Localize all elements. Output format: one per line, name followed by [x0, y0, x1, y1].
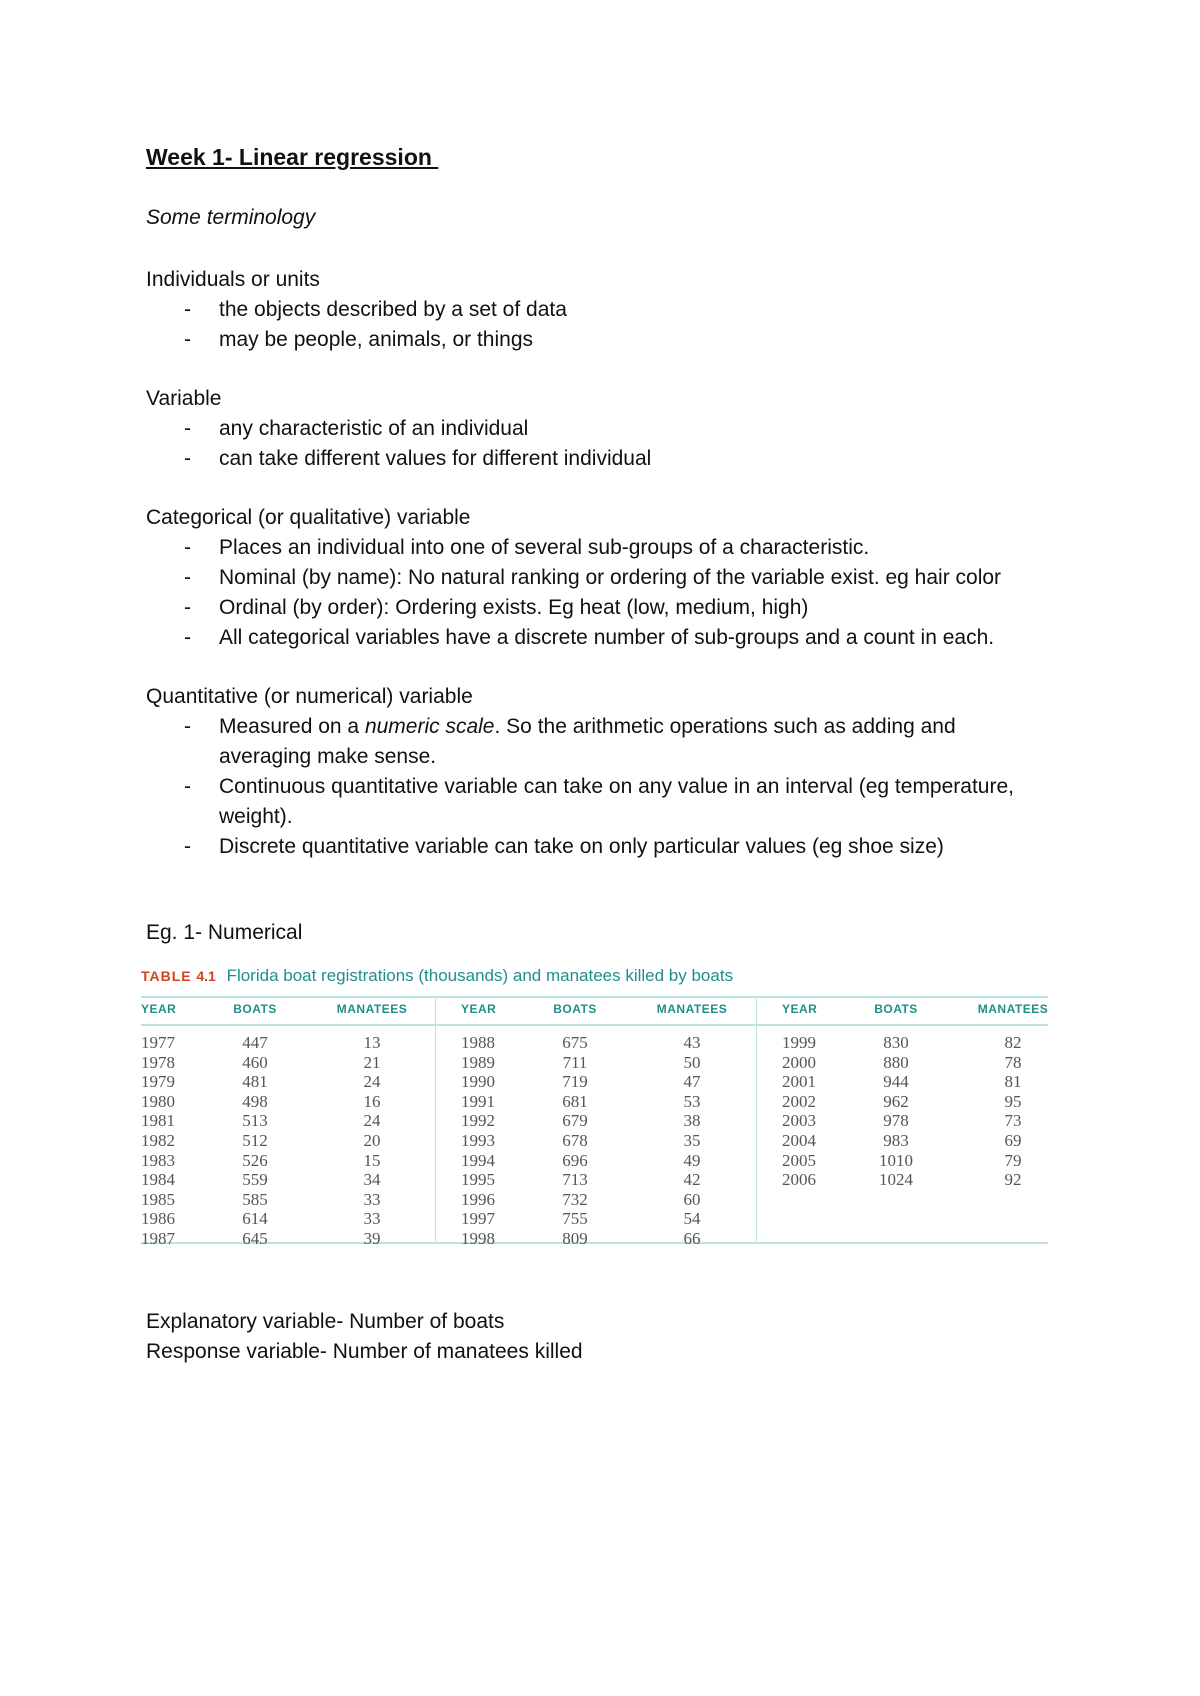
cell-manatees: 43	[683, 1033, 701, 1052]
cell-boats: 713	[562, 1170, 588, 1190]
cell-boats: 447	[242, 1033, 268, 1052]
list-item	[146, 593, 1076, 623]
cell-year: 2004	[782, 1131, 816, 1150]
cell-boats: 585	[242, 1189, 268, 1209]
explanatory-variable: Explanatory variable- Number of boats	[146, 1310, 505, 1333]
cell-boats: 678	[562, 1131, 588, 1150]
cell-manatees: 95	[1004, 1091, 1022, 1111]
cell-manatees: 34	[363, 1170, 381, 1190]
section-categorical	[146, 503, 1076, 653]
bullet-text: Measured on a	[219, 715, 365, 738]
cell-manatees: 24	[363, 1111, 381, 1131]
cell-year: 1998	[461, 1229, 495, 1248]
bullet-dash: -	[184, 715, 191, 738]
cell-manatees: 49	[683, 1150, 701, 1170]
bullet-dash: -	[184, 596, 191, 619]
header-manatees: MANATEES	[977, 1002, 1049, 1016]
cell-manatees: 92	[1004, 1170, 1022, 1190]
list-item	[146, 533, 1076, 563]
cell-manatees: 15	[363, 1150, 381, 1170]
section-individuals	[146, 265, 1076, 355]
cell-manatees: 24	[363, 1072, 381, 1092]
cell-year: 1986	[141, 1209, 175, 1229]
list-item	[146, 832, 1026, 862]
cell-year: 2002	[782, 1091, 816, 1111]
header-boats: BOATS	[233, 1002, 277, 1016]
cell-year: 1989	[461, 1052, 495, 1072]
list-item	[146, 414, 1076, 444]
header-year: YEAR	[461, 1002, 497, 1016]
cell-boats: 681	[562, 1091, 588, 1111]
cell-manatees: 73	[1004, 1111, 1022, 1131]
cell-boats: 460	[242, 1052, 268, 1072]
cell-manatees: 78	[1004, 1052, 1022, 1072]
cell-boats: 498	[242, 1091, 268, 1111]
table-bottom-rule	[141, 1242, 1048, 1244]
cell-manatees: 69	[1004, 1131, 1022, 1150]
section-heading: Individuals or units	[146, 268, 320, 291]
cell-manatees: 33	[363, 1209, 381, 1229]
list-item	[146, 444, 1076, 474]
bullet-dash: -	[184, 566, 191, 589]
cell-year: 1988	[461, 1033, 495, 1052]
section-variable	[146, 384, 1076, 474]
cell-year: 1979	[141, 1072, 175, 1092]
cell-year: 1985	[141, 1189, 175, 1209]
cell-year: 1999	[782, 1033, 816, 1052]
cell-boats: 1010	[879, 1150, 913, 1170]
bullet-list	[146, 295, 1076, 355]
table-label: TABLE	[141, 968, 192, 984]
variable-notes	[146, 1307, 583, 1367]
cell-boats: 512	[242, 1131, 268, 1150]
cell-year: 1991	[461, 1091, 495, 1111]
table-caption	[141, 966, 733, 986]
cell-manatees: 54	[683, 1209, 701, 1229]
bullet-text: . So the arithmetic operations such as adding and averaging make sense.	[219, 715, 956, 768]
bullet-text: Ordinal (by order): Ordering exists. Eg heat (low, medium, high)	[219, 596, 809, 619]
cell-year: 2000	[782, 1052, 816, 1072]
bullet-dash: -	[184, 447, 191, 470]
header-boats: BOATS	[874, 1002, 918, 1016]
bullet-dash: -	[184, 775, 191, 798]
cell-year: 2003	[782, 1111, 816, 1131]
cell-manatees: 20	[363, 1131, 381, 1150]
header-year: YEAR	[782, 1002, 818, 1016]
bullet-text: can take different values for different individual	[219, 447, 652, 470]
bullet-text: All categorical variables have a discrete number of sub-groups and a count in each.	[219, 626, 995, 649]
bullet-dash: -	[184, 536, 191, 559]
list-item	[146, 712, 1026, 772]
cell-year: 1992	[461, 1111, 495, 1131]
list-item	[146, 563, 1076, 593]
header-boats: BOATS	[553, 1002, 597, 1016]
table-column-divider	[756, 998, 757, 1242]
cell-year: 2005	[782, 1150, 816, 1170]
cell-year: 1978	[141, 1052, 175, 1072]
cell-boats: 978	[883, 1111, 909, 1131]
cell-boats: 962	[883, 1091, 909, 1111]
table-title: Florida boat registrations (thousands) and manatees killed by boats	[226, 966, 734, 985]
cell-year: 1981	[141, 1111, 175, 1131]
cell-boats: 526	[242, 1150, 268, 1170]
cell-manatees: 53	[683, 1091, 701, 1111]
header-year: YEAR	[141, 1002, 177, 1016]
response-variable: Response variable- Number of manatees killed	[146, 1340, 583, 1363]
cell-boats: 880	[883, 1052, 909, 1072]
cell-year: 1993	[461, 1131, 495, 1150]
cell-boats: 679	[562, 1111, 588, 1131]
bullet-text: Continuous quantitative variable can take on any value in an interval (eg temperature, weight).	[219, 775, 1014, 828]
section-heading: Categorical (or qualitative) variable	[146, 506, 471, 529]
cell-manatees: 38	[683, 1111, 701, 1131]
cell-year: 1984	[141, 1170, 175, 1190]
cell-year: 2001	[782, 1072, 816, 1092]
cell-year: 1994	[461, 1150, 495, 1170]
cell-manatees: 33	[363, 1189, 381, 1209]
table-number: 4.1	[196, 968, 216, 984]
cell-year: 1977	[141, 1033, 175, 1052]
cell-year: 1987	[141, 1229, 175, 1248]
bullet-text: Nominal (by name): No natural ranking or ordering of the variable exist. eg hair color	[219, 566, 1002, 589]
cell-boats: 944	[883, 1072, 909, 1092]
cell-manatees: 50	[683, 1052, 701, 1072]
cell-year: 1982	[141, 1131, 175, 1150]
bullet-list	[146, 414, 1076, 474]
cell-manatees: 79	[1004, 1150, 1022, 1170]
cell-manatees: 47	[683, 1072, 701, 1092]
bullet-dash: -	[184, 835, 191, 858]
cell-year: 1997	[461, 1209, 495, 1229]
cell-year: 2006	[782, 1170, 816, 1190]
header-manatees: MANATEES	[656, 1002, 728, 1016]
cell-manatees: 16	[363, 1091, 381, 1111]
bullet-dash: -	[184, 626, 191, 649]
cell-boats: 719	[562, 1072, 588, 1092]
cell-boats: 481	[242, 1072, 268, 1092]
bullet-text: Discrete quantitative variable can take on only particular values (eg shoe size)	[219, 835, 944, 858]
cell-year: 1980	[141, 1091, 175, 1111]
header-manatees: MANATEES	[336, 1002, 408, 1016]
list-item	[146, 325, 1076, 355]
bullet-text: may be people, animals, or things	[219, 328, 534, 351]
section-heading: Quantitative (or numerical) variable	[146, 685, 473, 708]
bullet-text: the objects described by a set of data	[219, 298, 567, 321]
cell-boats: 1024	[879, 1170, 913, 1190]
cell-boats: 732	[562, 1189, 588, 1209]
cell-boats: 675	[562, 1033, 588, 1052]
cell-manatees: 60	[683, 1189, 701, 1209]
table-header-rule	[141, 1024, 1048, 1026]
list-item	[146, 623, 1076, 653]
cell-manatees: 42	[683, 1170, 701, 1190]
cell-boats: 696	[562, 1150, 588, 1170]
cell-boats: 809	[562, 1229, 588, 1248]
cell-year: 1990	[461, 1072, 495, 1092]
bullet-list	[146, 533, 1076, 653]
cell-year: 1995	[461, 1170, 495, 1190]
table-column-divider	[435, 998, 436, 1242]
section-heading: Variable	[146, 387, 222, 410]
cell-manatees: 81	[1004, 1072, 1022, 1092]
example-label: Eg. 1- Numerical	[146, 921, 303, 944]
list-item	[146, 772, 1026, 832]
cell-boats: 711	[562, 1052, 588, 1072]
bullet-dash: -	[184, 298, 191, 321]
cell-manatees: 13	[363, 1033, 381, 1052]
cell-year: 1983	[141, 1150, 175, 1170]
table-figure	[138, 966, 1048, 1276]
table-top-rule	[141, 996, 1048, 998]
cell-year: 1996	[461, 1189, 495, 1209]
section-quantitative	[146, 682, 1026, 862]
cell-manatees: 39	[363, 1229, 381, 1248]
cell-boats: 830	[883, 1033, 909, 1052]
cell-manatees: 82	[1004, 1033, 1022, 1052]
cell-boats: 983	[883, 1131, 909, 1150]
subtitle: Some terminology	[146, 206, 316, 229]
page-title: Week 1- Linear regression	[146, 144, 439, 170]
bullet-text: Places an individual into one of several sub-groups of a characteristic.	[219, 536, 870, 559]
cell-boats: 755	[562, 1209, 588, 1229]
bullet-dash: -	[184, 417, 191, 440]
bullet-dash: -	[184, 328, 191, 351]
list-item	[146, 295, 1076, 325]
bullet-text: any characteristic of an individual	[219, 417, 529, 440]
cell-manatees: 21	[363, 1052, 381, 1072]
cell-boats: 559	[242, 1170, 268, 1190]
cell-manatees: 66	[683, 1229, 701, 1248]
bullet-list	[146, 712, 1026, 862]
cell-boats: 614	[242, 1209, 268, 1229]
cell-boats: 513	[242, 1111, 268, 1131]
cell-boats: 645	[242, 1229, 268, 1248]
bullet-emphasis: numeric scale	[364, 715, 495, 738]
cell-manatees: 35	[683, 1131, 701, 1150]
